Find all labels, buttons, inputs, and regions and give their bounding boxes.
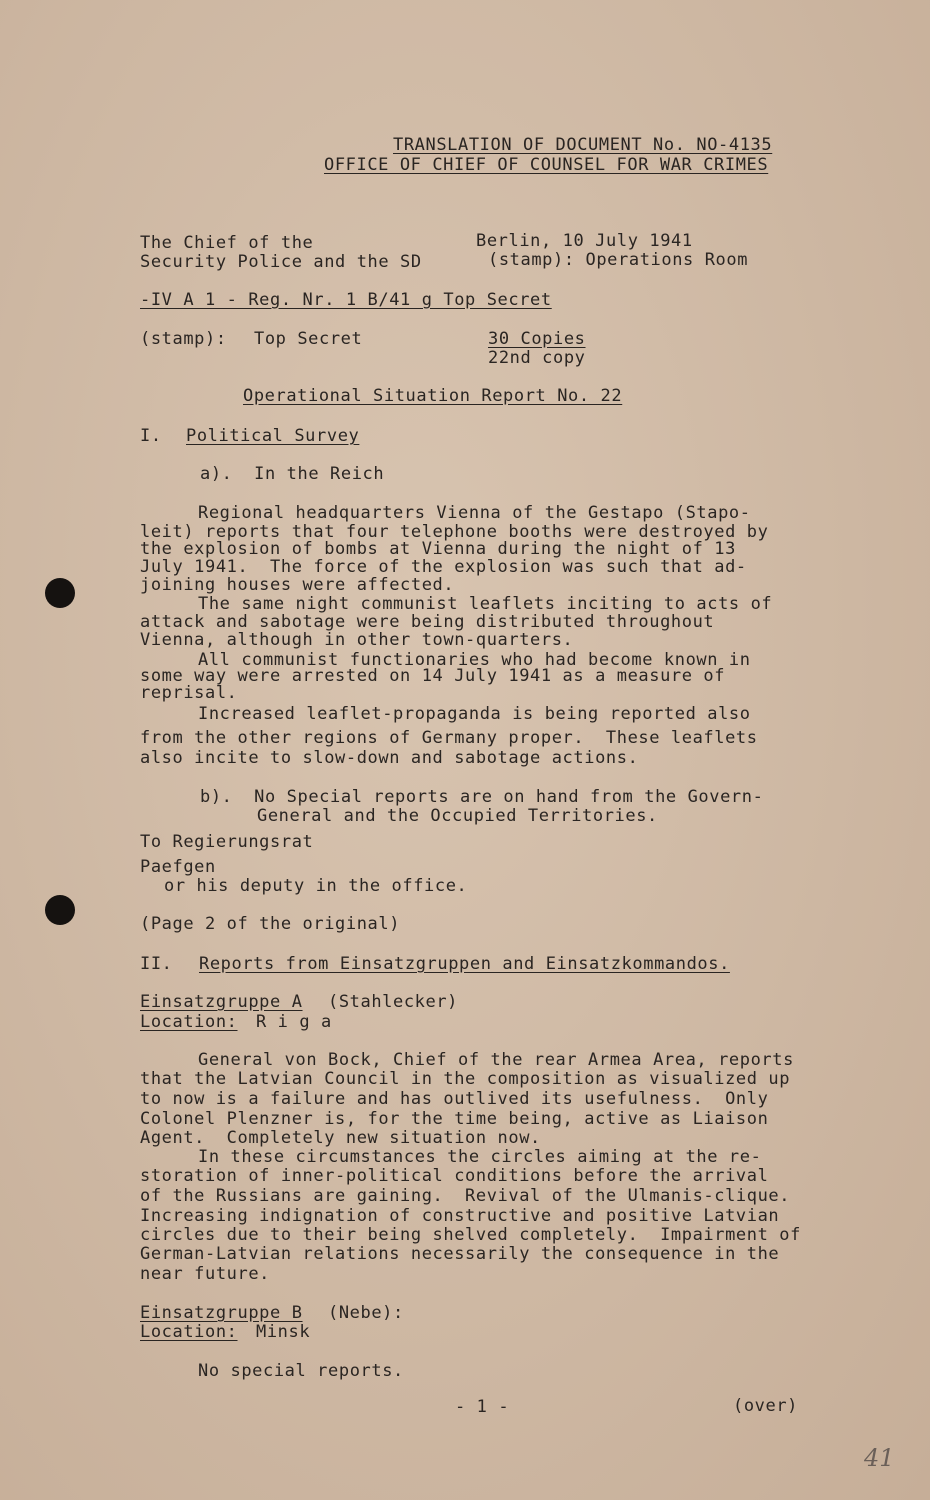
paragraph-line: from the other regions of Germany proper. These leaflets bbox=[140, 728, 758, 748]
handwritten-page-mark: 41 bbox=[864, 1444, 895, 1472]
stamp-label: (stamp): bbox=[140, 329, 227, 349]
group-a-line: circles due to their being shelved completely. Impairment of bbox=[140, 1225, 801, 1245]
group-b-location-label: Location: bbox=[140, 1322, 238, 1342]
paragraph-line: joining houses were affected. bbox=[140, 575, 455, 595]
section-2-number: II. bbox=[140, 954, 173, 974]
group-a-location: R i g a bbox=[256, 1012, 332, 1032]
paragraph-line: attack and sabotage were being distributed throughout bbox=[140, 612, 715, 632]
subsection-a-heading: a). In the Reich bbox=[200, 464, 385, 484]
copies-line-1: 30 Copies bbox=[488, 329, 586, 349]
group-a-location-label: Location: bbox=[140, 1012, 238, 1032]
place-date-line-2: (stamp): Operations Room bbox=[488, 250, 749, 270]
paragraph-line: July 1941. The force of the explosion was such that ad- bbox=[140, 557, 747, 577]
group-a-line: German-Latvian relations necessarily the consequence in the bbox=[140, 1244, 780, 1264]
group-a-name: Einsatzgruppe A bbox=[140, 992, 303, 1012]
subsection-b-line-2: General and the Occupied Territories. bbox=[257, 806, 658, 826]
copies-line-2: 22nd copy bbox=[488, 348, 586, 368]
paragraph-line: Vienna, although in other town-quarters. bbox=[140, 630, 574, 650]
group-a-line: near future. bbox=[140, 1264, 271, 1284]
paragraph-line: reprisal. bbox=[140, 683, 238, 703]
section-2-title: Reports from Einsatzgruppen and Einsatzkommandos. bbox=[199, 954, 730, 974]
report-title: Operational Situation Report No. 22 bbox=[243, 386, 623, 406]
group-b-location: Minsk bbox=[256, 1322, 311, 1342]
group-b-name: Einsatzgruppe B bbox=[140, 1303, 303, 1323]
group-a-line: storation of inner-political conditions before the arrival bbox=[140, 1166, 769, 1186]
paragraph-line: the explosion of bombs at Vienna during the night of 13 bbox=[140, 539, 736, 559]
group-a-line: Increasing indignation of constructive and positive Latvian bbox=[140, 1206, 780, 1226]
place-date-line-1: Berlin, 10 July 1941 bbox=[476, 231, 693, 251]
group-a-line: to now is a failure and has outlived its usefulness. Only bbox=[140, 1089, 769, 1109]
sender-line-2: Security Police and the SD bbox=[140, 252, 422, 272]
group-a-line: that the Latvian Council in the composition as visualized up bbox=[140, 1069, 791, 1089]
group-a-line: In these circumstances the circles aiming at the re- bbox=[198, 1147, 762, 1167]
reference-line: -IV A 1 - Reg. Nr. 1 B/41 g Top Secret bbox=[140, 290, 552, 310]
group-b-leader: (Nebe): bbox=[328, 1303, 404, 1323]
paragraph-line: some way were arrested on 14 July 1941 as a measure of bbox=[140, 666, 726, 686]
group-b-text: No special reports. bbox=[198, 1361, 404, 1381]
paragraph-line: also incite to slow-down and sabotage actions. bbox=[140, 748, 639, 768]
section-1-title: Political Survey bbox=[186, 426, 360, 446]
section-1-number: I. bbox=[140, 426, 162, 446]
addressee-deputy: or his deputy in the office. bbox=[164, 876, 468, 896]
group-a-leader: (Stahlecker) bbox=[328, 992, 459, 1012]
group-a-line: of the Russians are gaining. Revival of the Ulmanis-clique. bbox=[140, 1186, 791, 1206]
header-line-1: TRANSLATION OF DOCUMENT No. NO-4135 bbox=[393, 135, 773, 155]
sender-line-1: The Chief of the bbox=[140, 233, 314, 253]
page-number: - 1 - bbox=[455, 1397, 510, 1417]
header-line-2: OFFICE OF CHIEF OF COUNSEL FOR WAR CRIMES bbox=[324, 155, 769, 175]
paragraph-line: leit) reports that four telephone booths were destroyed by bbox=[140, 522, 769, 542]
stamp-text: Top Secret bbox=[254, 329, 363, 349]
paragraph-line: The same night communist leaflets inciting to acts of bbox=[198, 594, 773, 614]
group-a-line: General von Bock, Chief of the rear Armea Area, reports bbox=[198, 1050, 794, 1070]
page-note: (Page 2 of the original) bbox=[140, 914, 401, 934]
group-a-line: Colonel Plenzner is, for the time being, active as Liaison bbox=[140, 1109, 769, 1129]
group-a-line: Agent. Completely new situation now. bbox=[140, 1128, 541, 1148]
paragraph-line: All communist functionaries who had become known in bbox=[198, 650, 751, 670]
punch-hole bbox=[45, 895, 75, 925]
paragraph-line: Increased leaflet-propaganda is being reported also bbox=[198, 704, 751, 724]
addressee-line: To Regierungsrat bbox=[140, 832, 314, 852]
addressee-name: Paefgen bbox=[140, 857, 216, 877]
paragraph-line: Regional headquarters Vienna of the Gestapo (Stapo- bbox=[198, 503, 751, 523]
over-note: (over) bbox=[733, 1396, 799, 1416]
punch-hole bbox=[45, 578, 75, 608]
subsection-b-line-1: b). No Special reports are on hand from the Govern- bbox=[200, 787, 764, 807]
